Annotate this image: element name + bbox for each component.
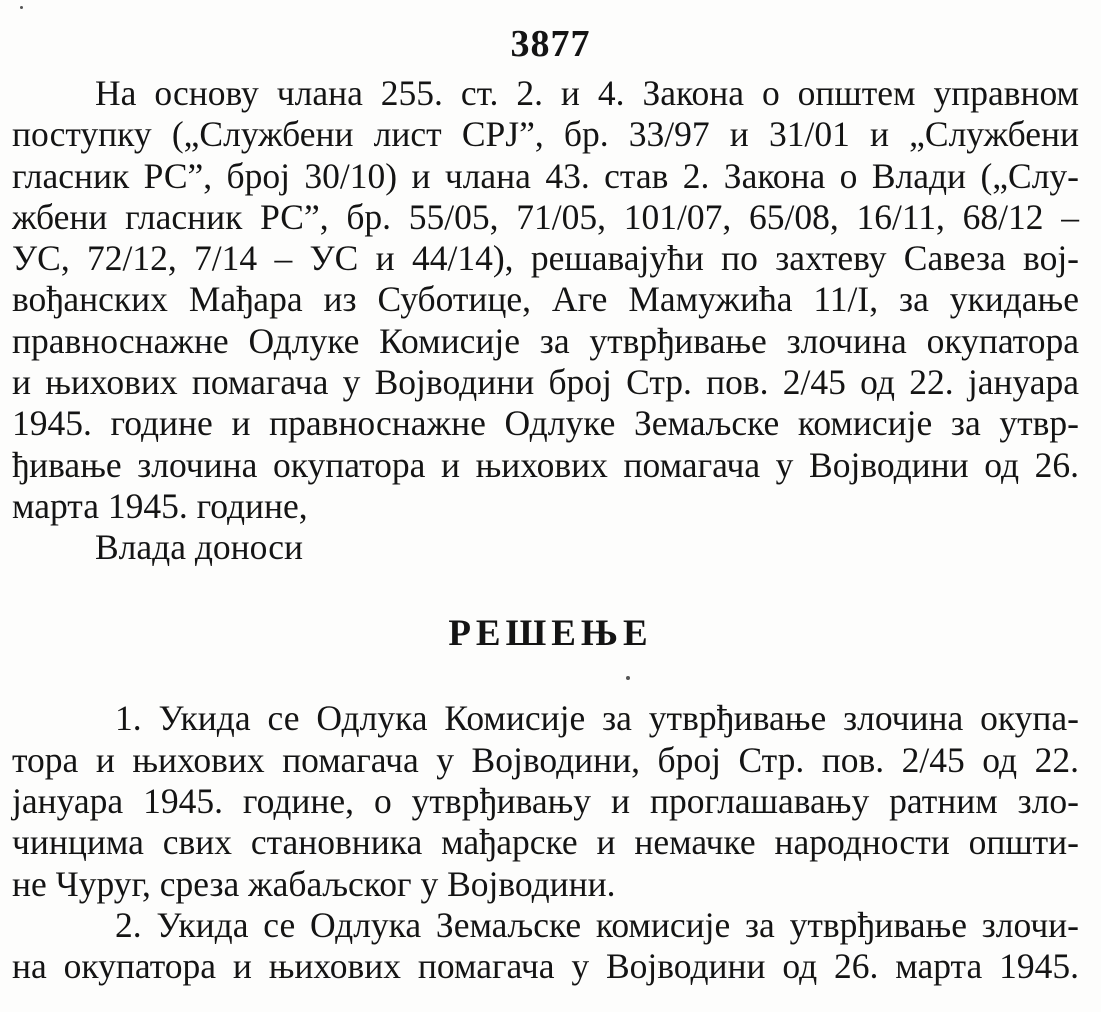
preamble-line: поступку („Службени лист СРЈ”, бр. 33/97 и 31/01 и „Службени xyxy=(12,114,1079,154)
preamble-line: марта 1945. године, xyxy=(12,486,308,526)
scan-speck xyxy=(626,676,630,680)
decision-heading: РЕШЕЊЕ xyxy=(448,613,653,654)
document-number: 3877 xyxy=(510,23,591,65)
preamble-line: На основу члана 255. ст. 2. и 4. Закона о општем управном xyxy=(95,73,1079,113)
preamble-line: правноснажне Одлуке Комисије за утврђивање злочина окупатора xyxy=(12,321,1079,361)
item-1-line: чинцима свих становника мађарске и немачке народности општи- xyxy=(12,822,1079,862)
item-2-line: 2. Укида се Одлука Земаљске комисије за утврђивање злочи- xyxy=(115,905,1079,945)
preamble-line: и њихових помагача у Војводини број Стр. пов. 2/45 од 22. јануара xyxy=(12,362,1079,402)
preamble-line: гласник РС”, број 30/10) и члана 43. став 2. Закона о Влади („Слу- xyxy=(12,156,1079,196)
preamble-line: 1945. године и правноснажне Одлуке Земаљске комисије за утвр- xyxy=(12,403,1079,443)
item-1-line: јануара 1945. године, о утврђивању и проглашавању ратним зло- xyxy=(12,781,1079,821)
item-2-line: на окупатора и њихових помагача у Војводини од 26. марта 1945. xyxy=(12,946,1079,986)
preamble-line: УС, 72/12, 7/14 – УС и 44/14), решавајући по захтеву Савеза вој- xyxy=(12,238,1079,278)
item-1-line: 1. Укида се Одлука Комисије за утврђивање злочина окупа- xyxy=(115,698,1079,738)
issuer-line: Влада доноси xyxy=(95,527,304,567)
preamble-line: вођанских Мађара из Суботице, Аге Мамужића 11/I, за укидање xyxy=(12,279,1079,319)
item-1-line: тора и њихових помагача у Војводини, број Стр. пов. 2/45 од 22. xyxy=(12,740,1079,780)
scan-speck xyxy=(20,6,23,9)
item-1-line: не Чуруг, среза жабаљског у Војводини. xyxy=(12,864,616,904)
preamble-line: ђивање злочина окупатора и њихових помагача у Војводини од 26. xyxy=(12,445,1079,485)
preamble-line: жбени гласник РС”, бр. 55/05, 71/05, 101/07, 65/08, 16/11, 68/12 – xyxy=(12,197,1079,237)
